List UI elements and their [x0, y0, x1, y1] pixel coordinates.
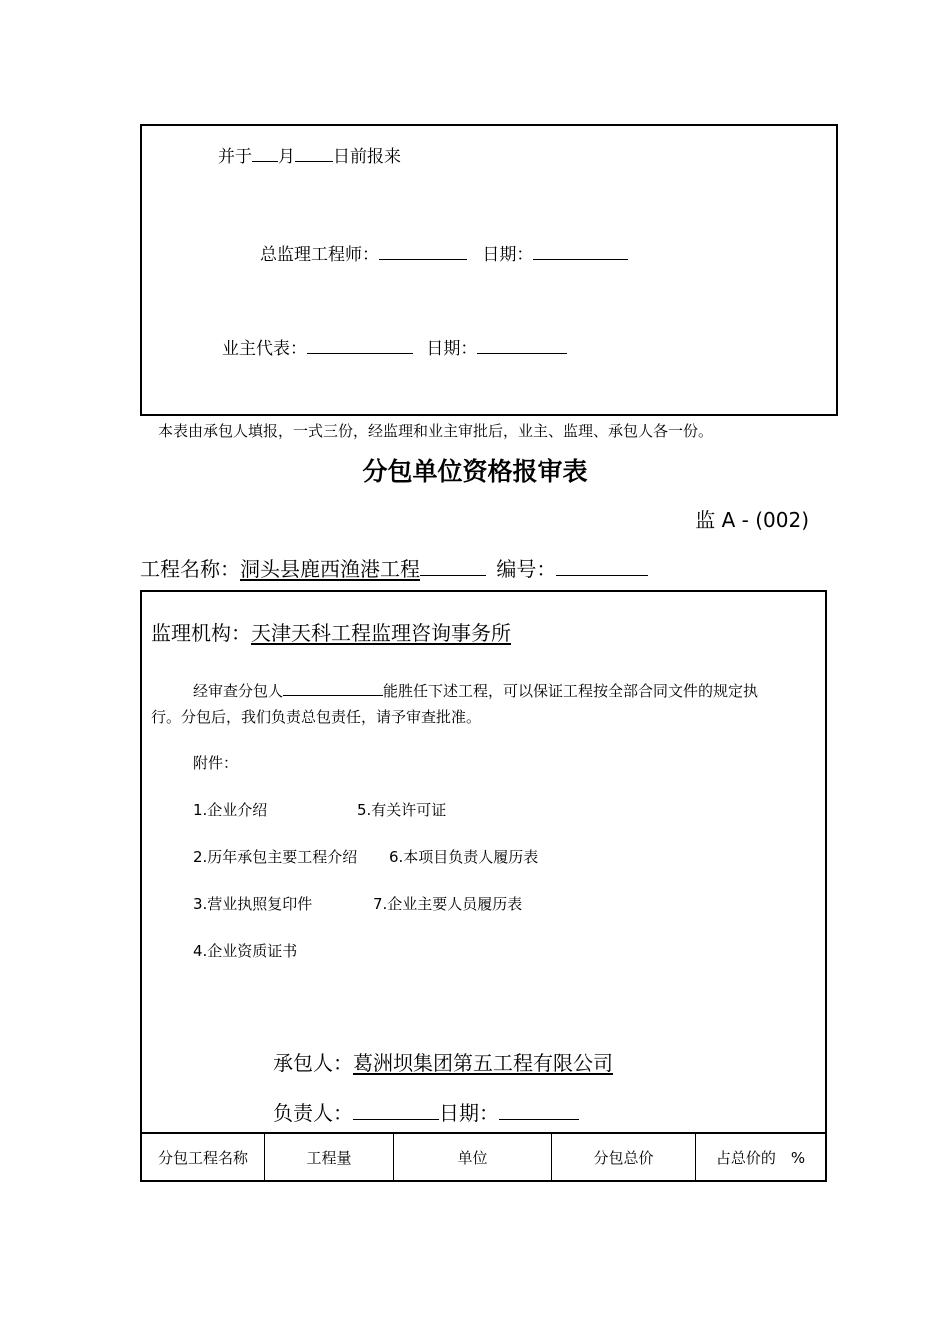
table-header-cell: 分包总价 [552, 1133, 696, 1180]
date-label: 日期： [426, 339, 478, 359]
contractor-line [273, 1047, 613, 1076]
table-header-cell: 分包工程名称 [142, 1133, 265, 1180]
project-label: 工程名称： [140, 557, 240, 581]
form-code: 监 A - (002) [695, 508, 809, 532]
date-field[interactable] [499, 1099, 579, 1120]
date-field[interactable] [533, 242, 628, 260]
attachment-item: 2.历年承包主要工程介绍 [193, 848, 358, 866]
attachment-item: 7.企业主要人员履历表 [373, 895, 523, 913]
body-prefix: 经审查分包人 [193, 682, 284, 700]
main-box [140, 590, 827, 1182]
body-line-1 [193, 680, 758, 701]
responsible-label: 负责人： [273, 1101, 353, 1125]
responsible-field[interactable] [353, 1099, 439, 1120]
supervisor-line [151, 617, 511, 646]
number-field[interactable] [556, 555, 648, 576]
owner-rep-line [222, 334, 567, 359]
attachments-label: 附件： [193, 754, 239, 772]
form-title: 分包单位资格报审表 [362, 457, 588, 486]
supervisor-label: 监理机构： [151, 621, 251, 645]
table-header-cell: 工程量 [265, 1133, 394, 1180]
date-label: 日期： [439, 1101, 499, 1125]
project-line [140, 553, 648, 582]
chief-engineer-line [260, 240, 628, 265]
attachment-item: 3.营业执照复印件 [193, 895, 313, 913]
number-label: 编号： [496, 557, 557, 581]
deadline-line [218, 142, 401, 167]
note-text: 本表由承包人填报，一式三份，经监理和业主审批后，业主、监理、承包人各一份。 [158, 422, 714, 440]
owner-rep-field[interactable] [307, 336, 413, 354]
subcontract-table [142, 1132, 825, 1180]
subcontractor-field[interactable] [283, 680, 383, 696]
table-header-cell: 占总价的 % [696, 1133, 826, 1180]
chief-engineer-label: 总监理工程师： [260, 245, 379, 265]
contractor-name: 葛洲坝集团第五工程有限公司 [353, 1051, 613, 1075]
project-name: 洞头县鹿西渔港工程 [240, 557, 420, 581]
deadline-month: 月 [278, 147, 295, 167]
attachment-item: 6.本项目负责人履历表 [389, 848, 539, 866]
month-field[interactable] [252, 144, 278, 162]
deadline-day: 日前报来 [333, 147, 401, 167]
chief-engineer-field[interactable] [379, 242, 467, 260]
attachment-item: 4.企业资质证书 [193, 942, 298, 960]
owner-rep-label: 业主代表： [222, 339, 307, 359]
attachment-item: 5.有关许可证 [357, 801, 447, 819]
deadline-prefix: 并于 [218, 147, 252, 167]
supervisor-name: 天津天科工程监理咨询事务所 [251, 621, 511, 645]
table-header-row [142, 1133, 825, 1180]
contractor-label: 承包人： [273, 1051, 353, 1075]
project-name-blank [420, 555, 486, 576]
date-field[interactable] [477, 336, 567, 354]
attachment-item: 1.企业介绍 [193, 801, 268, 819]
date-label: 日期： [482, 245, 534, 265]
responsible-line [273, 1097, 579, 1126]
day-field[interactable] [295, 144, 333, 162]
table-header-cell: 单位 [394, 1133, 552, 1180]
body-suffix: 能胜任下述工程，可以保证工程按全部合同文件的规定执 [383, 682, 759, 700]
approval-box [140, 124, 838, 416]
body-line-2: 行。分包后，我们负责总包责任，请予审查批准。 [151, 708, 482, 726]
